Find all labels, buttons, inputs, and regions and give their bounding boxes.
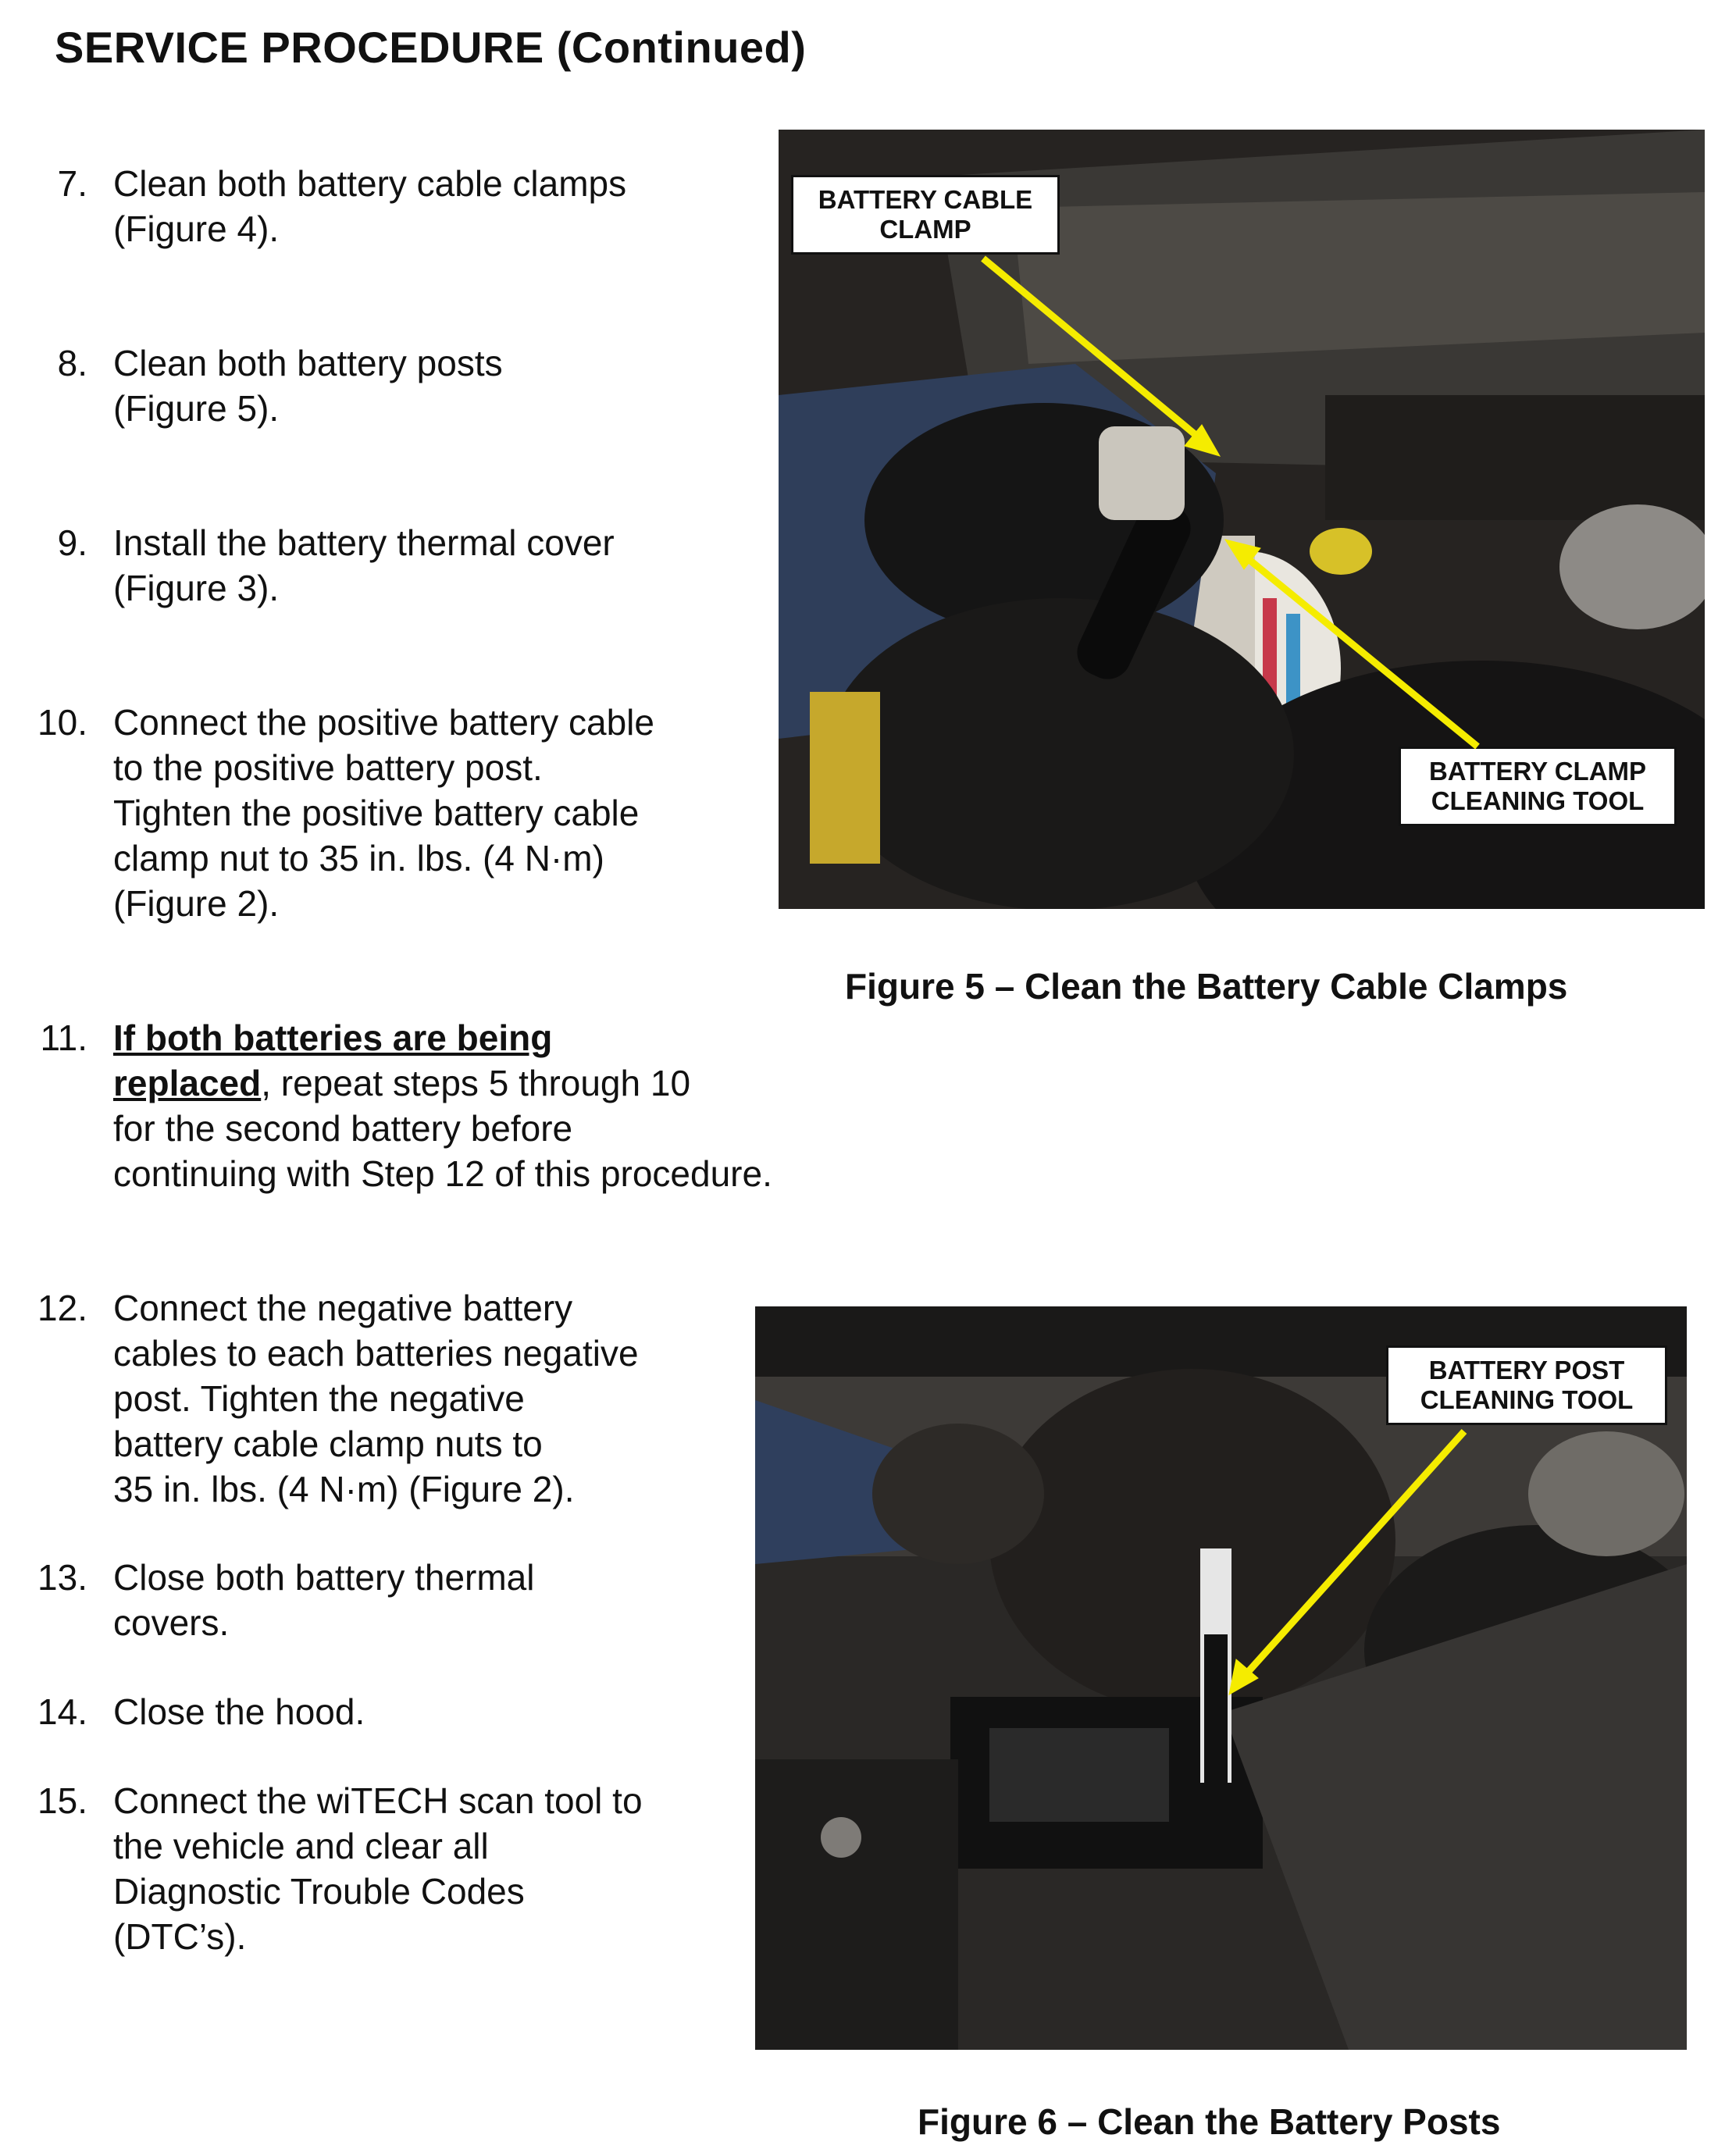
step-emphasis: replaced xyxy=(113,1063,262,1103)
step-text-line: , repeat steps 5 through 10 xyxy=(261,1063,691,1103)
callout-line: CLEANING TOOL xyxy=(1420,1385,1634,1414)
step-text-line: to the positive battery post. xyxy=(113,747,543,788)
step-text-line: for the second battery before xyxy=(113,1108,573,1149)
arrow-to-tool xyxy=(1241,553,1477,747)
step-text-line: Install the battery thermal cover xyxy=(113,522,615,563)
step-text-line: continuing with Step 12 of this procedure. xyxy=(113,1153,772,1194)
callout-line: CLEANING TOOL xyxy=(1431,786,1645,815)
step-number: 11. xyxy=(40,1017,87,1058)
callout-line: CLAMP xyxy=(879,215,971,244)
arrow-to-post xyxy=(1243,1431,1464,1677)
step-number: 8. xyxy=(57,343,87,383)
step-text-line: Clean both battery cable clamps xyxy=(113,163,627,204)
callout-line: BATTERY POST xyxy=(1428,1356,1625,1384)
step-text-line: (Figure 2). xyxy=(113,883,280,924)
step-text-line: Close the hood. xyxy=(113,1691,365,1732)
step-emphasis: If both batteries are being xyxy=(113,1017,553,1058)
step-text-line: the vehicle and clear all xyxy=(113,1826,489,1866)
step-text-line: (Figure 3). xyxy=(113,568,280,608)
figure-6-caption: Figure 6 – Clean the Battery Posts xyxy=(918,2101,1501,2142)
step-text-line: Clean both battery posts xyxy=(113,343,503,383)
step-text-line: Connect the positive battery cable xyxy=(113,702,654,743)
step-text-line: 35 in. lbs. (4 N·m) (Figure 2). xyxy=(113,1469,575,1509)
figure-5-photo xyxy=(779,130,1705,909)
step-text-line: post. Tighten the negative xyxy=(113,1378,525,1419)
step-number: 7. xyxy=(57,163,87,204)
step-text-line: battery cable clamp nuts to xyxy=(113,1424,543,1464)
figure-5-arrows xyxy=(779,130,1705,909)
step-text-line: cables to each batteries negative xyxy=(113,1333,639,1374)
step-text-line: Tighten the positive battery cable xyxy=(113,793,640,833)
arrow-to-clamp xyxy=(983,258,1204,442)
step-text-line: Diagnostic Trouble Codes xyxy=(113,1871,525,1912)
step-text-line: (Figure 5). xyxy=(113,388,280,429)
step-number: 9. xyxy=(57,522,87,563)
step-text-line: covers. xyxy=(113,1602,230,1643)
step-number: 13. xyxy=(37,1557,87,1598)
step-number: 15. xyxy=(37,1780,87,1821)
callout-line: BATTERY CLAMP xyxy=(1428,757,1647,786)
figure-6-photo xyxy=(755,1306,1687,2050)
step-number: 12. xyxy=(37,1288,87,1328)
step-number: 10. xyxy=(37,702,87,743)
figure-5-caption: Figure 5 – Clean the Battery Cable Clamps xyxy=(845,966,1568,1007)
step-text-line: Connect the negative battery xyxy=(113,1288,573,1328)
figure-6-arrows xyxy=(755,1306,1687,2050)
step-text-line: clamp nut to 35 in. lbs. (4 N·m) xyxy=(113,838,604,878)
page-heading: SERVICE PROCEDURE (Continued) xyxy=(55,23,807,72)
callout-line: BATTERY CABLE xyxy=(818,185,1033,214)
step-text-line: (DTC’s). xyxy=(113,1916,247,1957)
step-text-line: Connect the wiTECH scan tool to xyxy=(113,1780,643,1821)
step-number: 14. xyxy=(37,1691,87,1732)
step-text-line: Close both battery thermal xyxy=(113,1557,535,1598)
step-text-line: (Figure 4). xyxy=(113,208,280,249)
